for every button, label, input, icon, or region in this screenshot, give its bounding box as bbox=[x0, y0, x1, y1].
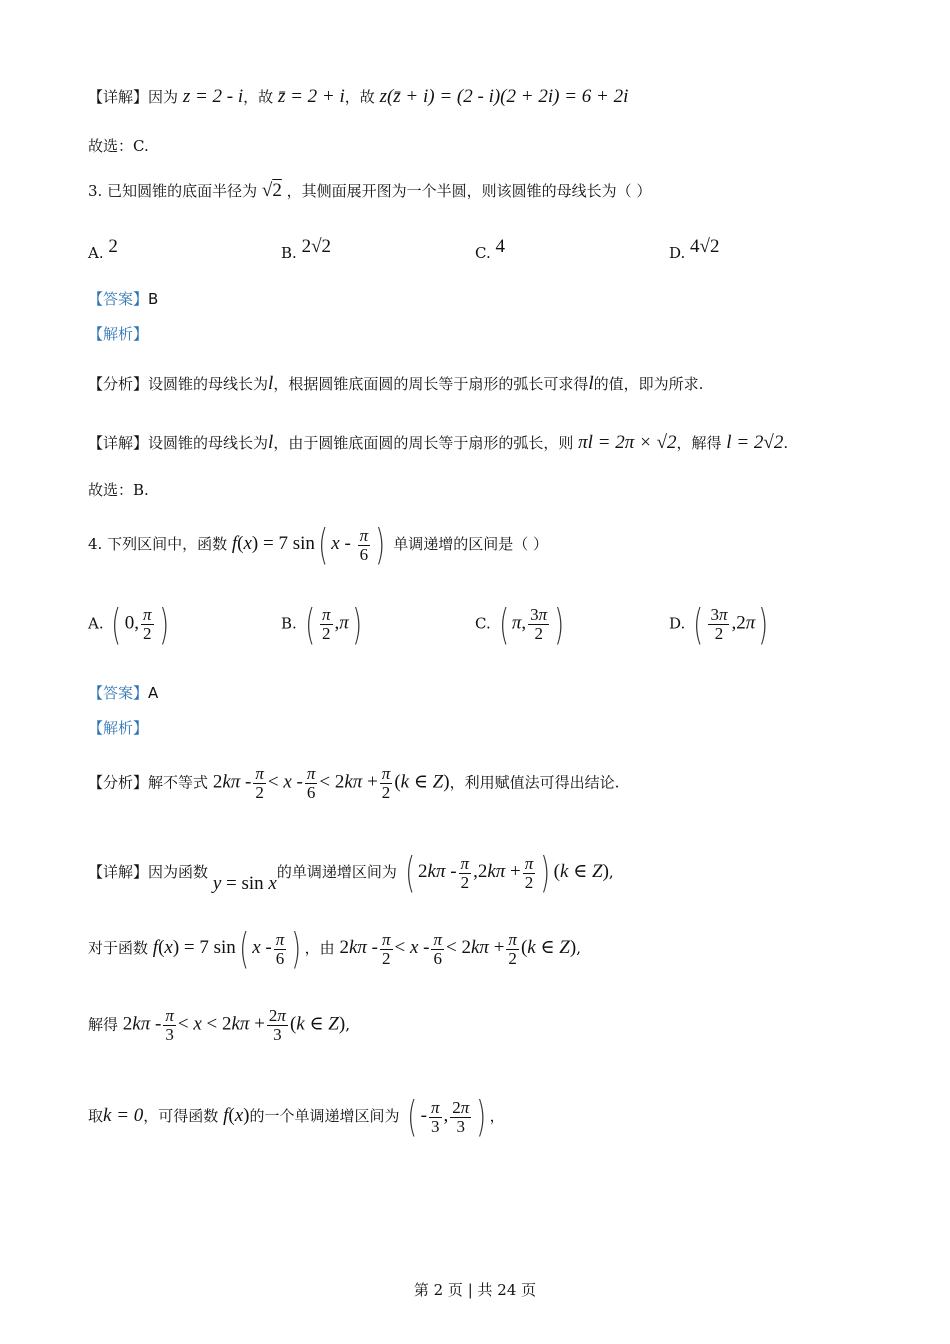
paren: ( bbox=[239, 924, 249, 973]
text: 因为函数 bbox=[148, 863, 209, 882]
k-in-z: (k ∈ Z) bbox=[394, 771, 450, 793]
frac-2pi-3: $\frac{2\pi}{3}$ bbox=[452, 1097, 470, 1136]
q4-jie bbox=[88, 1007, 350, 1044]
frac-pi-6: $\frac{\pi}{6}$ bbox=[306, 764, 316, 802]
text: 的值，即为所求. bbox=[593, 375, 704, 393]
q3-option-c bbox=[475, 236, 505, 262]
paren: ( bbox=[407, 1092, 418, 1141]
sqrt2-radius: √2 bbox=[261, 180, 282, 201]
text: , bbox=[345, 1015, 350, 1034]
answer-tag: 【答案】 bbox=[88, 290, 149, 308]
text: ，根据圆锥底面圆的周长等于扇形的弧长可求得 bbox=[273, 375, 589, 393]
frac-pi-2: $\frac{\pi}{2}$ bbox=[321, 605, 331, 643]
q4-option-d bbox=[669, 600, 772, 649]
text: . bbox=[783, 434, 789, 452]
paren: ) bbox=[540, 848, 551, 897]
frac-pi-2: $\frac{\pi}{2}$ bbox=[255, 764, 264, 802]
formula-fx-arg: x - bbox=[252, 937, 272, 959]
q4-qu bbox=[88, 1092, 505, 1142]
answer-value: A bbox=[148, 684, 159, 702]
option-label: B. bbox=[281, 614, 297, 633]
q4-fenxi bbox=[88, 765, 619, 802]
text: ，由于圆锥底面圆的周长等于扇形的弧长，则 bbox=[273, 434, 574, 452]
formula-k0: k = 0 bbox=[103, 1105, 144, 1127]
paren: ( bbox=[304, 600, 315, 649]
frac-pi-2: $\frac{\pi}{2}$ bbox=[381, 764, 391, 802]
interval-text: π, bbox=[511, 612, 527, 634]
k-in-z: (k ∈ Z) bbox=[553, 861, 609, 883]
detail-tag: 【详解】 bbox=[88, 863, 149, 882]
inequality: < x < 2kπ + bbox=[177, 1013, 265, 1035]
paren: ) bbox=[476, 1092, 487, 1141]
formula-sinx: y = sin x bbox=[212, 873, 277, 895]
choose-c: 故选：C. bbox=[88, 137, 149, 155]
option-label: B. bbox=[281, 244, 297, 262]
paren: ( bbox=[498, 600, 509, 649]
q4-detail bbox=[88, 848, 614, 898]
paren: ) bbox=[291, 924, 302, 973]
text: 的单调递增区间为 bbox=[276, 863, 397, 882]
inequality: < 2kπ + bbox=[319, 771, 378, 793]
paren: ) bbox=[554, 600, 565, 649]
interval-text: 0, bbox=[124, 612, 140, 634]
q4-option-b bbox=[281, 600, 365, 649]
option-label: D. bbox=[669, 244, 686, 262]
inequality: < x - bbox=[394, 937, 430, 959]
paren: ) bbox=[375, 520, 386, 569]
text: 设圆锥的母线长为 bbox=[148, 434, 269, 452]
interval-text: ,2π bbox=[731, 612, 756, 634]
interval-text: - bbox=[420, 1105, 427, 1127]
q4-stem-text: 4. 下列区间中，函数 bbox=[88, 535, 228, 554]
formula-fx: f(x) = 7 sin bbox=[231, 533, 315, 555]
option-value: 4√2 bbox=[690, 236, 720, 257]
q3-answer bbox=[88, 290, 158, 308]
var-l: l bbox=[268, 373, 274, 394]
q3-option-a bbox=[88, 236, 118, 262]
formula-fx: f(x) bbox=[223, 1105, 250, 1127]
k-in-z: (k ∈ Z) bbox=[289, 1013, 346, 1035]
option-label: D. bbox=[669, 614, 686, 633]
text: 对于函数 bbox=[88, 939, 149, 958]
q3-fenxi bbox=[88, 373, 703, 396]
text: 的一个单调递增区间为 bbox=[249, 1107, 400, 1126]
inequality: 2kπ - bbox=[339, 937, 378, 959]
text: ，解得 bbox=[676, 434, 722, 452]
frac-pi-6: $\frac{\pi}{6}$ bbox=[359, 525, 369, 564]
interval-text: , bbox=[443, 1105, 449, 1127]
option-value: 4 bbox=[495, 236, 505, 257]
paren: ) bbox=[158, 600, 169, 649]
var-l: l bbox=[268, 432, 274, 453]
frac-pi-6: $\frac{\pi}{6}$ bbox=[433, 929, 443, 968]
inequality: 2kπ - bbox=[122, 1013, 162, 1035]
option-label: C. bbox=[475, 244, 491, 262]
option-label: A. bbox=[88, 614, 104, 633]
q3-stem bbox=[88, 180, 651, 203]
answer-value: B bbox=[148, 290, 159, 308]
frac-pi-3: $\frac{\pi}{3}$ bbox=[430, 1097, 440, 1136]
formula-product: z(z̄ + i) = (2 - i)(2 + 2i) = 6 + 2i bbox=[379, 86, 629, 107]
paren: ( bbox=[404, 848, 415, 897]
text: ， bbox=[489, 1107, 505, 1126]
text: ，故 bbox=[243, 88, 274, 106]
page-footer: 第 2 页 | 共 24 页 bbox=[413, 1281, 537, 1299]
text: ，由 bbox=[304, 939, 335, 958]
q3-option-d bbox=[669, 236, 719, 262]
q4-stem-text-b: 单调递增的区间是（ ） bbox=[393, 535, 549, 554]
frac-pi-2: $\frac{\pi}{2}$ bbox=[460, 853, 470, 892]
detail-line-z bbox=[88, 86, 628, 109]
q4-dui bbox=[88, 924, 581, 974]
inequality: < x - bbox=[267, 771, 303, 793]
interval-text: ,π bbox=[334, 612, 349, 634]
formula-fx: f(x) = 7 sin bbox=[152, 937, 236, 959]
var-l: l bbox=[588, 373, 594, 394]
q4-option-a bbox=[88, 600, 172, 649]
q4-answer bbox=[88, 684, 158, 702]
text: 取 bbox=[88, 1107, 104, 1126]
choose-b: 故选：B. bbox=[88, 481, 149, 499]
option-label: A. bbox=[88, 244, 104, 262]
paren: ( bbox=[693, 600, 704, 649]
q3-stem-text-b: ，其侧面展开图为一个半圆，则该圆锥的母线长为（ ） bbox=[286, 182, 652, 200]
fenxi-tag: 【分析】 bbox=[88, 773, 149, 792]
paren: ( bbox=[318, 520, 329, 569]
formula-arc: πl = 2π × √2 bbox=[578, 432, 677, 453]
formula-fx-arg: x - bbox=[331, 533, 351, 555]
inequality: < 2kπ + bbox=[446, 937, 505, 959]
fenxi-tag: 【分析】 bbox=[88, 375, 149, 393]
paren: ( bbox=[111, 600, 122, 649]
formula-zbar: z̄ = 2 + i bbox=[277, 86, 345, 107]
k-in-z: (k ∈ Z) bbox=[520, 937, 577, 959]
frac-pi-2: $\frac{\pi}{2}$ bbox=[143, 605, 152, 643]
q4-option-c bbox=[475, 600, 568, 649]
interval-text: 2kπ - bbox=[418, 861, 457, 883]
text: , bbox=[608, 863, 614, 882]
formula-result: l = 2√2 bbox=[726, 432, 784, 453]
detail-tag: 【详解】 bbox=[88, 88, 149, 106]
text: ，利用赋值法可得出结论. bbox=[449, 773, 620, 792]
option-value: 2√2 bbox=[301, 236, 332, 257]
frac-3pi-2: $\frac{3\pi}{2}$ bbox=[530, 605, 548, 643]
frac-pi-3: $\frac{\pi}{3}$ bbox=[165, 1006, 174, 1044]
text: ，故 bbox=[344, 88, 375, 106]
inequality: 2kπ - bbox=[212, 771, 252, 793]
frac-pi-2: $\frac{\pi}{2}$ bbox=[508, 929, 517, 968]
text: ，可得函数 bbox=[143, 1107, 219, 1126]
text: 因为 bbox=[148, 88, 179, 106]
frac-3pi-2: $\frac{3\pi}{2}$ bbox=[710, 605, 728, 643]
text: 解不等式 bbox=[148, 773, 209, 792]
text: 解得 bbox=[88, 1015, 119, 1034]
q4-stem bbox=[88, 520, 548, 570]
option-value: 2 bbox=[108, 236, 118, 257]
q3-stem-text: 3. 已知圆锥的底面半径为 bbox=[88, 182, 258, 200]
frac-pi-2: $\frac{\pi}{2}$ bbox=[524, 853, 534, 892]
paren: ) bbox=[758, 600, 769, 649]
formula-z: z = 2 - i bbox=[182, 86, 244, 107]
text: 设圆锥的母线长为 bbox=[148, 375, 269, 393]
frac-2pi-3: $\frac{2\pi}{3}$ bbox=[268, 1006, 286, 1044]
paren: ) bbox=[352, 600, 362, 649]
q3-option-b bbox=[281, 236, 331, 262]
q4-analysis-tag: 【解析】 bbox=[88, 719, 149, 737]
q3-analysis-tag: 【解析】 bbox=[88, 325, 149, 343]
detail-tag: 【详解】 bbox=[88, 434, 149, 452]
option-label: C. bbox=[475, 614, 491, 633]
text: , bbox=[576, 939, 581, 958]
frac-pi-2: $\frac{\pi}{2}$ bbox=[381, 929, 391, 968]
frac-pi-6: $\frac{\pi}{6}$ bbox=[275, 929, 285, 968]
interval-text: ,2kπ + bbox=[473, 861, 521, 883]
answer-tag: 【答案】 bbox=[88, 684, 149, 702]
q3-detail bbox=[88, 432, 788, 455]
